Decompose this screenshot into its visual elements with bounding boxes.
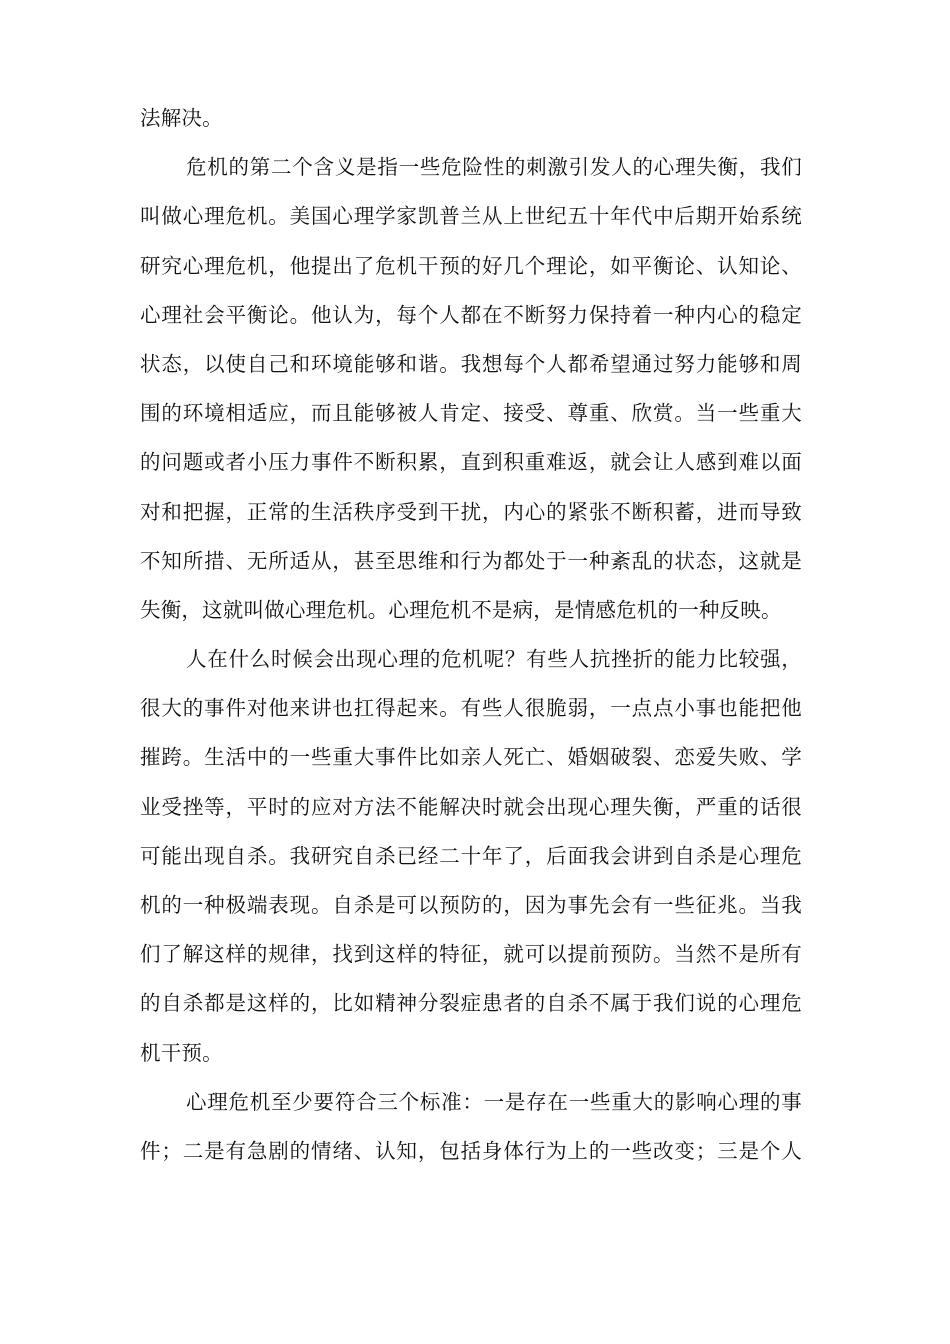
text-line: 状态，以使自己和环境能够和谐。我想每个人都希望通过努力能够和周 [140, 351, 802, 376]
text-line: 对和把握，正常的生活秩序受到干扰，内心的紧张不断积蓄，进而导致 [140, 499, 802, 524]
text-line: 失衡，这就叫做心理危机。心理危机不是病，是情感危机的一种反映。 [140, 597, 782, 622]
text-line: 心理危机至少要符合三个标准：一是存在一些重大的影响心理的事 [186, 1089, 802, 1114]
text-line: 们了解这样的规律，找到这样的特征，就可以提前预防。当然不是所有 [140, 942, 802, 967]
text-line: 很大的事件对他来讲也扛得起来。有些人很脆弱，一点点小事也能把他 [140, 696, 802, 721]
text-line: 的自杀都是这样的，比如精神分裂症患者的自杀不属于我们说的心理危 [140, 991, 802, 1016]
text-line: 业受挫等，平时的应对方法不能解决时就会出现心理失衡，严重的话很 [140, 794, 802, 819]
text-line: 的问题或者小压力事件不断积累，直到积重难返，就会让人感到难以面 [140, 450, 802, 475]
text-line: 心理社会平衡论。他认为，每个人都在不断努力保持着一种内心的稳定 [140, 302, 802, 327]
text-line: 摧跨。生活中的一些重大事件比如亲人死亡、婚姻破裂、恋爱失败、学 [140, 745, 802, 770]
text-line: 可能出现自杀。我研究自杀已经二十年了，后面我会讲到自杀是心理危 [140, 843, 802, 868]
text-line: 机的一种极端表现。自杀是可以预防的，因为事先会有一些征兆。当我 [140, 893, 802, 917]
text-line: 围的环境相适应，而且能够被人肯定、接受、尊重、欣赏。当一些重大 [140, 401, 802, 426]
text-line: 人在什么时候会出现心理的危机呢？有些人抗挫折的能力比较强， [186, 647, 802, 672]
text-line: 法解决。 [140, 106, 223, 130]
text-line: 危机的第二个含义是指一些危险性的刺激引发人的心理失衡，我们 [186, 155, 802, 180]
body-text [140, 94, 802, 1176]
text-line: 叫做心理危机。美国心理学家凯普兰从上世纪五十年代中后期开始系统 [140, 204, 802, 229]
text-line: 件；二是有急剧的情绪、认知，包括身体行为上的一些改变；三是个人 [140, 1138, 802, 1163]
text-line: 不知所措、无所适从，甚至思维和行为都处于一种紊乱的状态，这就是 [140, 548, 802, 573]
text-line: 机干预。 [140, 1040, 223, 1065]
text-line: 研究心理危机，他提出了危机干预的好几个理论，如平衡论、认知论、 [140, 253, 802, 278]
